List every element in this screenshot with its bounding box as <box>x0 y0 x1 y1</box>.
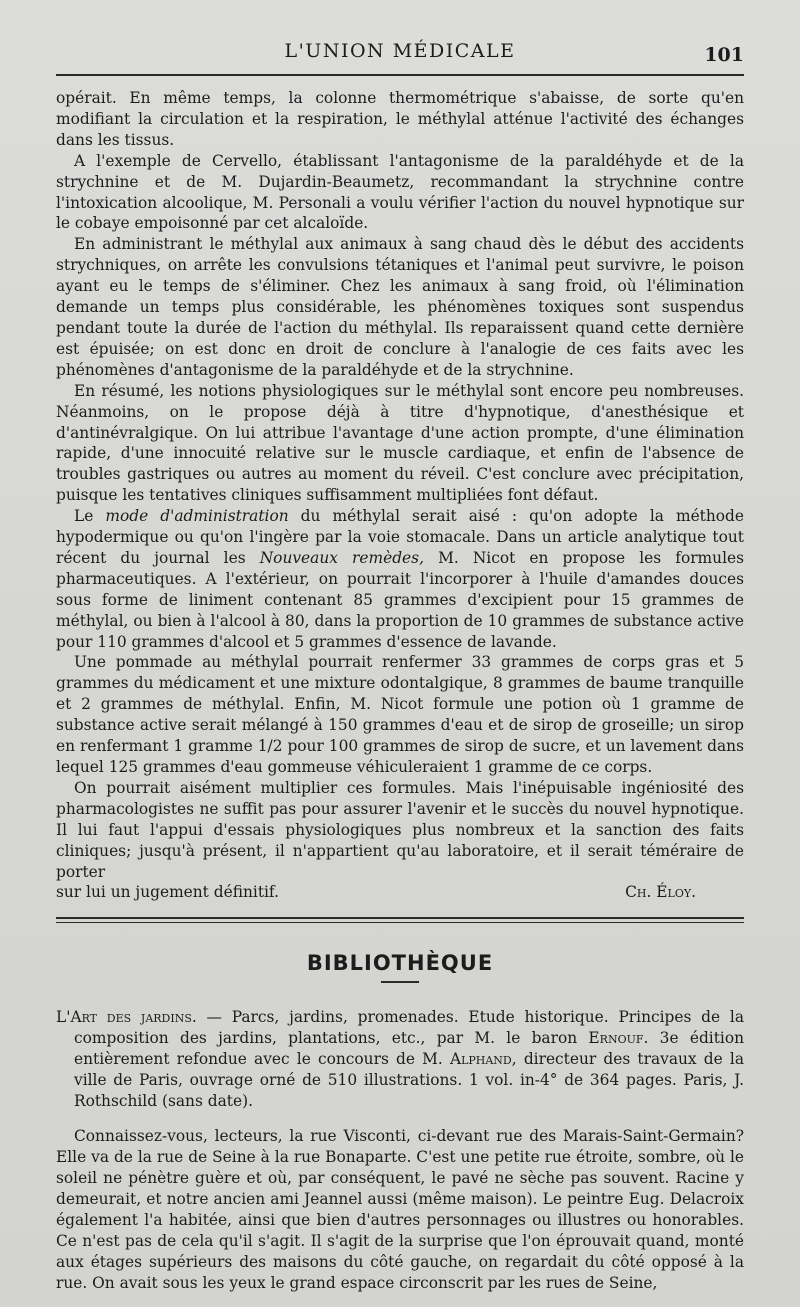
biblio-review-paragraph: Connaissez-vous, lecteurs, la rue Visconti, ci-devant rue des Marais-Saint-Germain? Elle va de la rue de Seine à la rue Bonaparte. C'est une petite rue étroite, sombre, où le soleil ne pénètre guère et où, par conséquent, le pavé ne sèche pas souvent. Racine y demeurait, et notre ancien ami Jeannel aussi (même maison). Le peintre Eug. Delacroix également l'a habitée, ainsi que bien d'autres personnages ou illustres ou honorables. Ce n'est pas de cela qu'il s'agit. Il s'agit de la surprise que l'on éprouvait quand, monté aux étages supérieurs des maisons du côté gauche, on regardait du côté opposé à la rue. On avait sous les yeux le grand espace circonscrit par les rues de Seine, <box>56 1127 744 1293</box>
closing-last-line: sur lui un jugement définitif. <box>56 883 279 902</box>
header-rule <box>56 74 744 76</box>
biblio-text-2: . 3e édition entièrement refondue avec le concours de M. <box>74 1029 745 1069</box>
biblio-entry <box>56 1007 744 1112</box>
article-body <box>56 88 744 903</box>
page-number: 101 <box>704 44 744 66</box>
biblio-text-1: — Parcs, jardins, promenades. Etude historique. Principes de la composition des jardins, plantations, etc., par M. le baron <box>74 1008 744 1048</box>
paragraph-pommade: Une pommade au méthylal pourrait renfermer 33 grammes de corps gras et 5 grammes du médicament et une mixture odontalgique, 8 grammes de baume tranquille et 2 grammes de méthylal. Enfin, M. Nicot formule une potion où 1 gramme de substance active serait mélangé à 150 grammes d'eau et de sirop de groseille; un sirop en renfermant 1 gramme 1/2 pour 100 grammes de sirop de sucre, et un lavement dans lequel 125 grammes d'eau gommeuse véhiculeraient 1 gramme de ce corps. <box>56 653 744 776</box>
signature-line <box>56 882 744 903</box>
mode-italic: mode d'administration <box>105 507 289 526</box>
journal-title: Nouveaux remèdes, <box>259 548 424 567</box>
section-divider <box>56 917 744 923</box>
running-title: L'UNION MÉDICALE <box>284 40 516 62</box>
paragraph-mode-administration <box>56 506 744 652</box>
mode-text-middle: du méthylal serait aisé : qu'on adopte la méthode hypodermique ou qu'on l'ingère par la voie stomacale. Dans un article analytique tout récent du journal les <box>56 507 744 567</box>
section-title: BIBLIOTHÈQUE <box>306 951 494 976</box>
paragraph-3: En administrant le méthylal aux animaux à sang chaud dès le début des accidents strychniques, on arrête les convulsions tétaniques et l'animal peut survivre, le poison ayant eu le temps de s'éliminer. Chez les animaux à sang froid, où l'élimination demande un temps plus considérable, les phénomènes toxiques sont suspendus pendant toute la durée de l'action du méthylal. Ils reparaissent quand cette dernière est épuisée; on est donc en droit de conclure à l'analogie de ces faits avec les phénomènes d'antagonisme de la paraldéhyde et de la strychnine. <box>56 235 744 379</box>
paragraph-2: A l'exemple de Cervello, établissant l'antagonisme de la paraldéhyde et de la strychnine et de M. Dujardin-Beaumetz, recommandant la strychnine contre l'intoxication alcoolique, M. Personali a voulu vérifier l'action du nouvel hypnotique sur le cobaye empoisonné par cet alcaloïde. <box>56 151 744 233</box>
biblio-text-3: , directeur des travaux de la ville de Paris, ouvrage orné de 510 illustrations. 1 vol. in-4° de 364 pages. Paris, J. Rothschild (sans date). <box>74 1050 744 1111</box>
bibliography <box>56 1007 744 1294</box>
author-signature: Ch. Éloy. <box>625 883 696 902</box>
paragraph-4: En résumé, les notions physiologiques sur le méthylal sont encore peu nombreuses. Néanmoins, on le propose déjà à titre d'hypnotique, d'anesthésique et d'antinévralgique. On lui attribue l'avantage d'une action prompte, d'une élimination rapide, d'une innocuité relative sur le muscle cardiaque, et enfin de l'absence de troubles gastriques ou autres au moment du réveil. C'est conclure avec précipitation, puisque les tentatives cliniques suffisamment multipliées font défaut. <box>56 381 744 505</box>
biblio-title: L'Art des jardins. <box>56 1008 197 1027</box>
section-title-rule <box>381 981 419 983</box>
running-head <box>56 34 744 74</box>
paragraph-1: opérait. En même temps, la colonne thermométrique s'abaisse, de sorte qu'en modifiant la circulation et la respiration, le méthylal atténue l'activité des échanges dans les tissus. <box>56 89 744 149</box>
mode-text-before: Le <box>74 507 106 526</box>
biblio-author: Ernouf <box>588 1029 644 1048</box>
biblio-coauthor: Alphand <box>449 1050 512 1069</box>
mode-text-after: M. Nicot en propose les formules pharmaceutiques. A l'extérieur, on pourrait l'incorporer à l'huile d'amandes douces sous forme de liniment contenant 85 grammes d'excipient pour 15 grammes de méthylal, ou bien à l'alcool à 80, dans la proportion de 10 grammes de substance active pour 110 grammes d'alcool et 5 grammes d'essence de lavande. <box>56 548 744 651</box>
paragraph-closing: On pourrait aisément multiplier ces formules. Mais l'inépuisable ingéniosité des pharmacologistes ne suffit pas pour assurer l'avenir et le succès du nouvel hypnotique. Il lui faut l'appui d'essais physiologiques plus nombreux et la sanction des faits cliniques; jusqu'à présent, il n'appartient qu'au laboratoire, et il serait téméraire de porter <box>56 778 744 881</box>
